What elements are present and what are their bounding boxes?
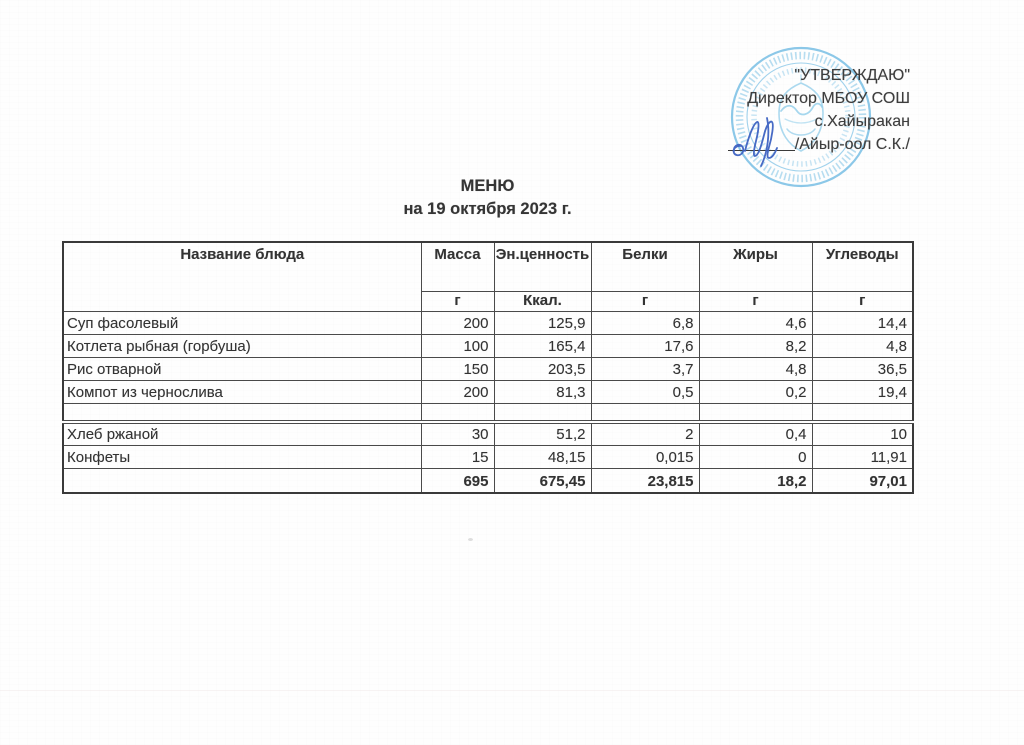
- value-cell: 4,8: [812, 334, 913, 357]
- table-row: [63, 357, 913, 380]
- value-cell: 2: [591, 422, 699, 445]
- value-cell: [812, 403, 913, 422]
- date-subtitle: на 19 октября 2023 г.: [403, 200, 572, 218]
- value-cell: 675,45: [494, 468, 591, 493]
- column-header-carbs: Углеводы: [812, 242, 913, 291]
- value-cell: 695: [421, 468, 494, 493]
- value-cell: 0,2: [699, 380, 812, 403]
- value-cell: 8,2: [699, 334, 812, 357]
- value-cell: [421, 403, 494, 422]
- value-cell: 125,9: [494, 311, 591, 334]
- unit-header-mass: г: [421, 291, 494, 311]
- value-cell: 36,5: [812, 357, 913, 380]
- value-cell: 0,5: [591, 380, 699, 403]
- value-cell: 4,6: [699, 311, 812, 334]
- menu-table: [62, 241, 914, 494]
- unit-header-protein: г: [591, 291, 699, 311]
- table-row: [63, 311, 913, 334]
- value-cell: 14,4: [812, 311, 913, 334]
- scan-speck: [468, 538, 473, 541]
- unit-header-carbs: г: [812, 291, 913, 311]
- approval-line-utverzhdayu: "УТВЕРЖДАЮ": [794, 67, 910, 84]
- value-cell: 200: [421, 311, 494, 334]
- value-cell: 19,4: [812, 380, 913, 403]
- spacer-row: [63, 403, 913, 422]
- dish-name-cell: Компот из чернослива: [63, 380, 421, 403]
- value-cell: 0: [699, 445, 812, 468]
- total-row: [63, 468, 913, 493]
- approval-line-director: Директор МБОУ СОШ: [747, 90, 910, 107]
- value-cell: 100: [421, 334, 494, 357]
- menu-table-body: [63, 311, 913, 493]
- value-cell: 17,6: [591, 334, 699, 357]
- approval-line-school: с.Хайыракан: [814, 113, 910, 130]
- value-cell: 150: [421, 357, 494, 380]
- value-cell: 0,015: [591, 445, 699, 468]
- page-title: МЕНЮ: [460, 177, 515, 195]
- value-cell: 81,3: [494, 380, 591, 403]
- header-row: [63, 242, 913, 291]
- value-cell: 48,15: [494, 445, 591, 468]
- column-header-protein: Белки: [591, 242, 699, 291]
- dish-name-cell: [63, 468, 421, 493]
- value-cell: 97,01: [812, 468, 913, 493]
- table-row: [63, 334, 913, 357]
- value-cell: 0,4: [699, 422, 812, 445]
- value-cell: 23,815: [591, 468, 699, 493]
- value-cell: 200: [421, 380, 494, 403]
- column-header-fat: Жиры: [699, 242, 812, 291]
- dish-name-cell: Рис отварной: [63, 357, 421, 380]
- value-cell: 15: [421, 445, 494, 468]
- scan-band: [0, 690, 1024, 691]
- value-cell: 165,4: [494, 334, 591, 357]
- value-cell: [699, 403, 812, 422]
- value-cell: [494, 403, 591, 422]
- value-cell: 18,2: [699, 468, 812, 493]
- value-cell: 11,91: [812, 445, 913, 468]
- column-header-energy: Эн.ценность: [494, 242, 591, 291]
- dish-name-cell: Суп фасолевый: [63, 311, 421, 334]
- value-cell: 4,8: [699, 357, 812, 380]
- table-row: [63, 422, 913, 445]
- table-row: [63, 380, 913, 403]
- unit-header-energy: Ккал.: [494, 291, 591, 311]
- dish-name-cell: Котлета рыбная (горбуша): [63, 334, 421, 357]
- dish-name-cell: [63, 403, 421, 422]
- title-block: [0, 175, 975, 221]
- value-cell: 51,2: [494, 422, 591, 445]
- column-header-dish: Название блюда: [63, 242, 421, 311]
- unit-header-fat: г: [699, 291, 812, 311]
- value-cell: 203,5: [494, 357, 591, 380]
- table-row: [63, 445, 913, 468]
- value-cell: 6,8: [591, 311, 699, 334]
- dish-name-cell: Конфеты: [63, 445, 421, 468]
- value-cell: 10: [812, 422, 913, 445]
- column-header-mass: Масса: [421, 242, 494, 291]
- value-cell: [591, 403, 699, 422]
- value-cell: 30: [421, 422, 494, 445]
- signature-scribble-icon: [720, 104, 812, 170]
- dish-name-cell: Хлеб ржаной: [63, 422, 421, 445]
- value-cell: 3,7: [591, 357, 699, 380]
- signature-name: /Айыр-оол С.К./: [794, 136, 910, 153]
